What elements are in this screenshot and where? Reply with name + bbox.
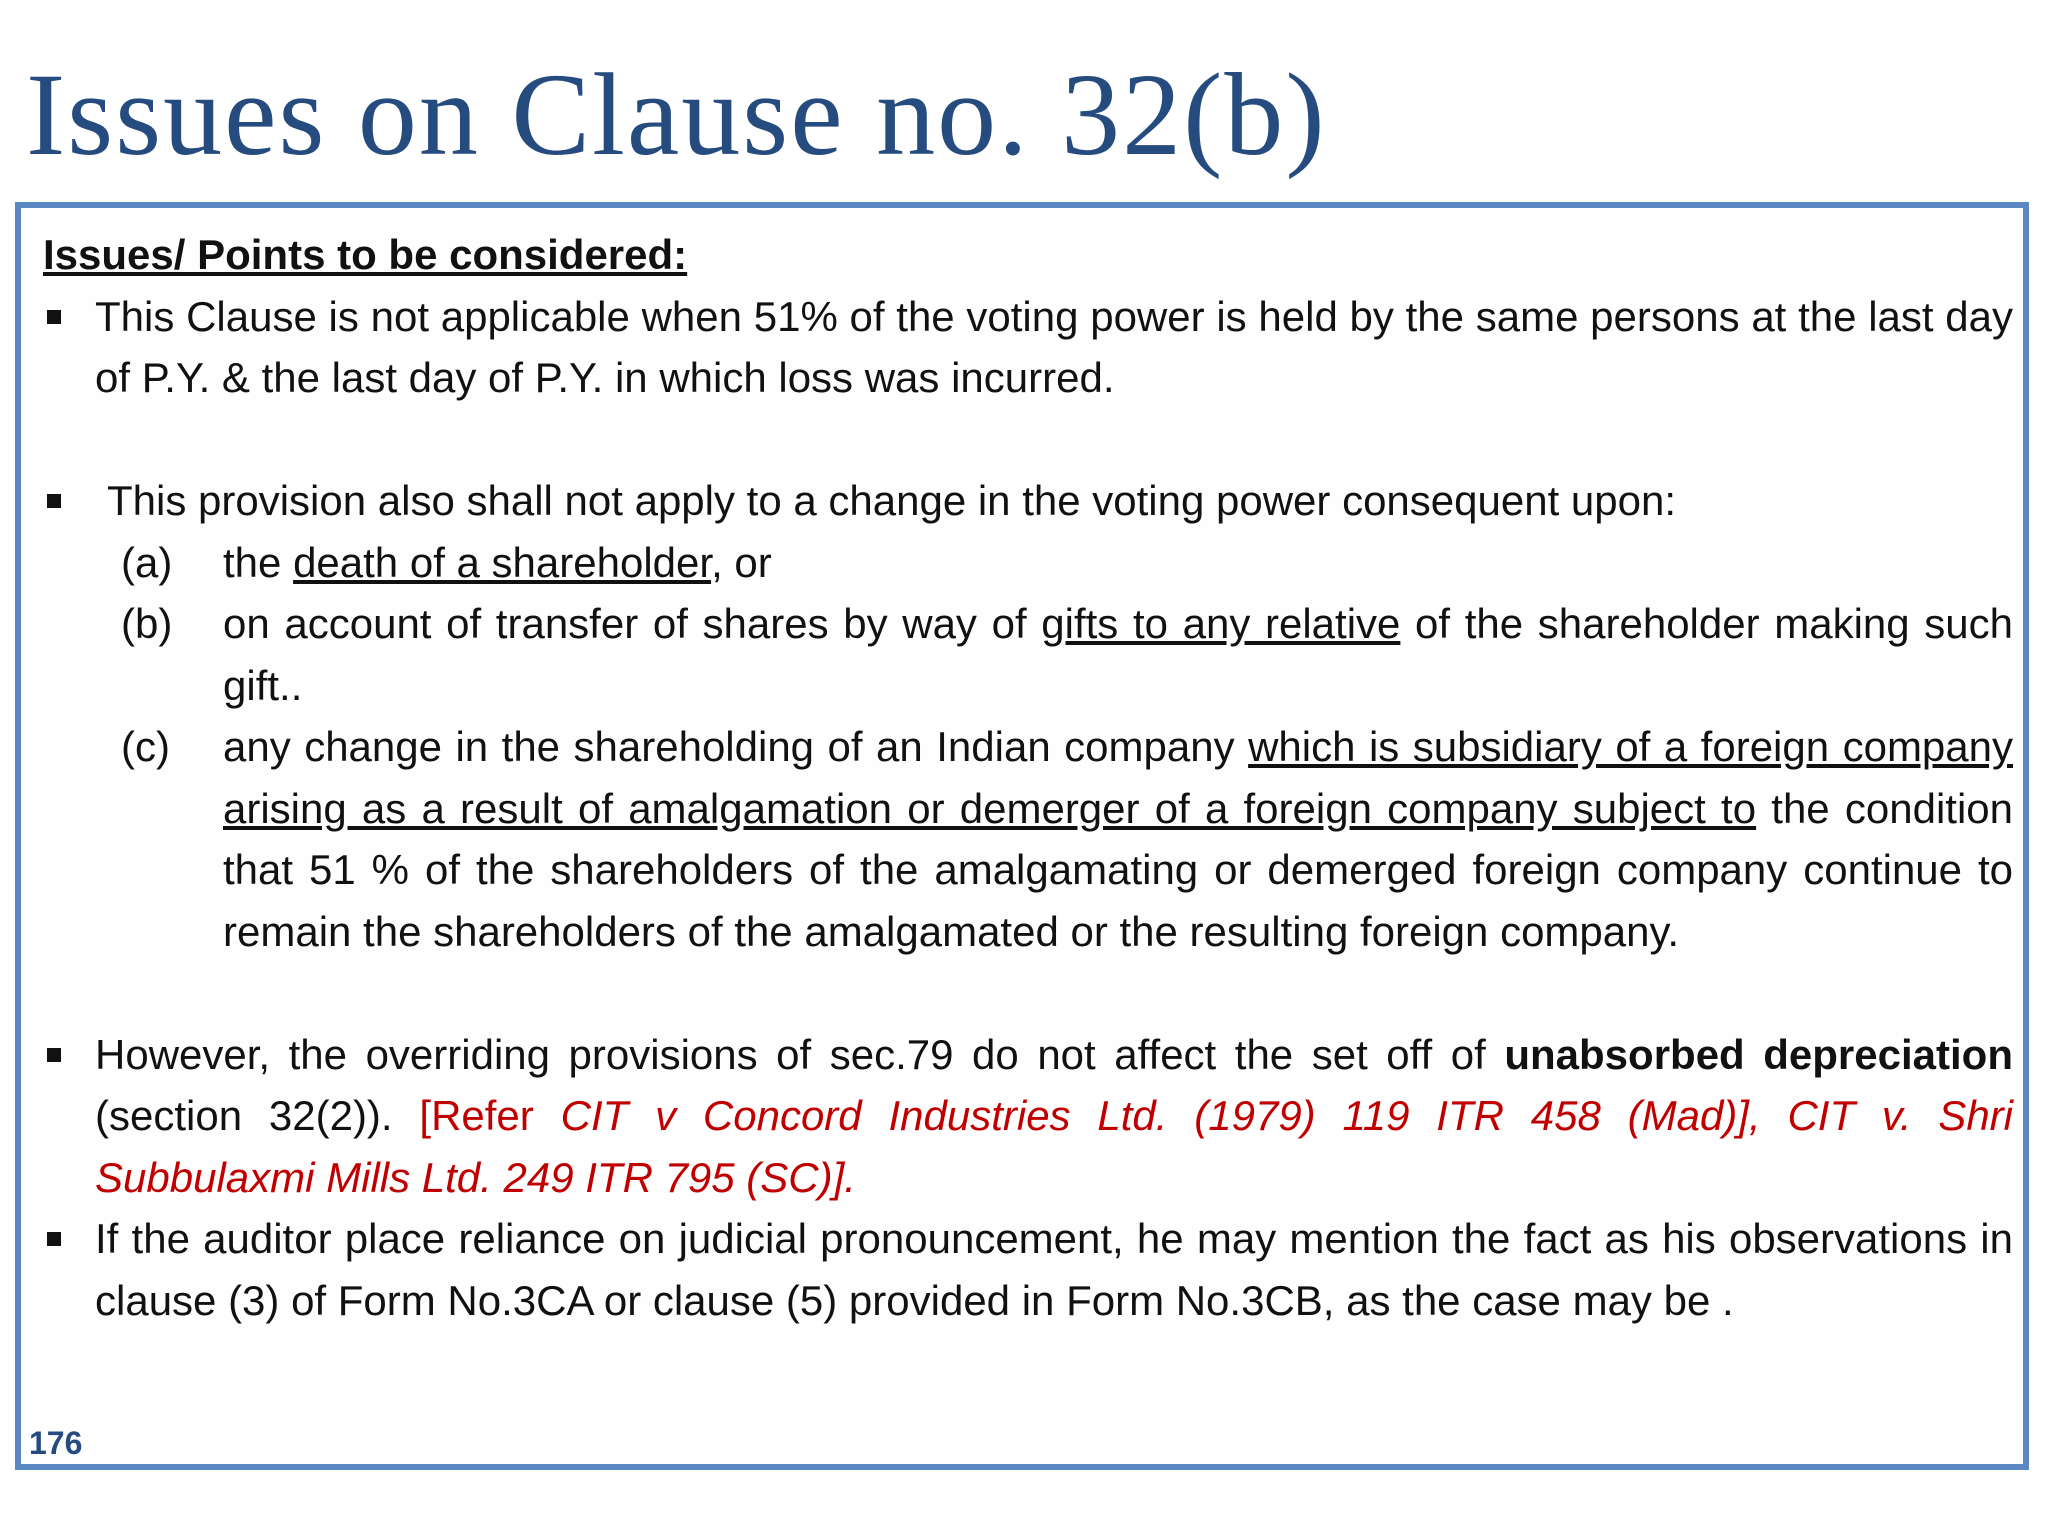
bullet-3-mid: (section 32(2)). xyxy=(95,1092,420,1139)
content-body xyxy=(43,224,2013,1331)
bullet-square-icon xyxy=(47,494,61,508)
sub-a-text-end: , or xyxy=(711,538,772,586)
bullet-point-2 xyxy=(43,470,2013,532)
bullet-square-icon xyxy=(47,1048,61,1062)
bullet-square-icon xyxy=(47,310,61,324)
bullet-2-intro: This provision also shall not apply to a change in the voting power consequent upon: xyxy=(107,477,1677,524)
sub-item-b xyxy=(43,593,2013,716)
sub-item-a xyxy=(43,532,2013,594)
bullet-3-text: However, the overriding provisions of sec.79 do not affect the set off of xyxy=(95,1030,1505,1078)
page-number: 176 xyxy=(29,1425,83,1461)
sub-a-text: the xyxy=(223,538,294,586)
reference-prefix: [Refer xyxy=(419,1092,561,1139)
sub-b-text-end: of the shareholder making such gift.. xyxy=(223,600,2014,709)
spacer xyxy=(43,409,2013,471)
bullet-point-4 xyxy=(43,1208,2013,1331)
spacer xyxy=(43,962,2013,1024)
sub-c-text-end: the condition that 51 % of the shareholders of the amalgamating or demerged foreign company continue to remain the shareholders of the amalgamated or the resulting foreign company. xyxy=(223,784,2013,955)
bullet-point-3 xyxy=(43,1024,2013,1209)
sub-c-underlined: which is subsidiary of a foreign company arising as a result of amalgamation or demerger of a foreign company subject to xyxy=(223,723,2014,832)
bullet-point-1 xyxy=(43,286,2013,409)
section-heading: Issues/ Points to be considered: xyxy=(43,231,688,278)
bullet-4-text: If the auditor place reliance on judicial pronouncement, he may mention the fact as his observations in clause (3) of Form No.3CA or clause (5) provided in Form No.3CB, as the case may be . xyxy=(95,1215,2013,1324)
sub-a-underlined: death of a shareholder xyxy=(293,538,712,586)
sub-b-text: on account of transfer of shares by way of xyxy=(223,600,1042,647)
sub-c-text: any change in the shareholding of an Indian company xyxy=(223,723,1249,770)
reference-citation: CIT v Concord Industries Ltd. (1979) 119 ITR 458 (Mad)], CIT v. Shri Subbulaxmi Mills Ltd. 249 ITR 795 (SC)]. xyxy=(95,1092,2013,1201)
bullet-1-text: This Clause is not applicable when 51% of the voting power is held by the same persons at the last day of P.Y. & the last day of P.Y. in which loss was incurred. xyxy=(95,292,2013,401)
slide-title: Issues on Clause no. 32(b) xyxy=(26,49,1327,180)
content-box xyxy=(15,202,2029,1470)
bullet-square-icon xyxy=(47,1232,61,1246)
bullet-3-bold: unabsorbed depreciation xyxy=(1504,1030,2013,1078)
sub-item-c xyxy=(43,716,2013,962)
sub-item-letter: (a) xyxy=(121,538,173,586)
sub-item-letter: (c) xyxy=(121,723,170,770)
sub-item-letter: (b) xyxy=(121,600,173,647)
sub-b-underlined: gifts to any relative xyxy=(1041,600,1401,647)
